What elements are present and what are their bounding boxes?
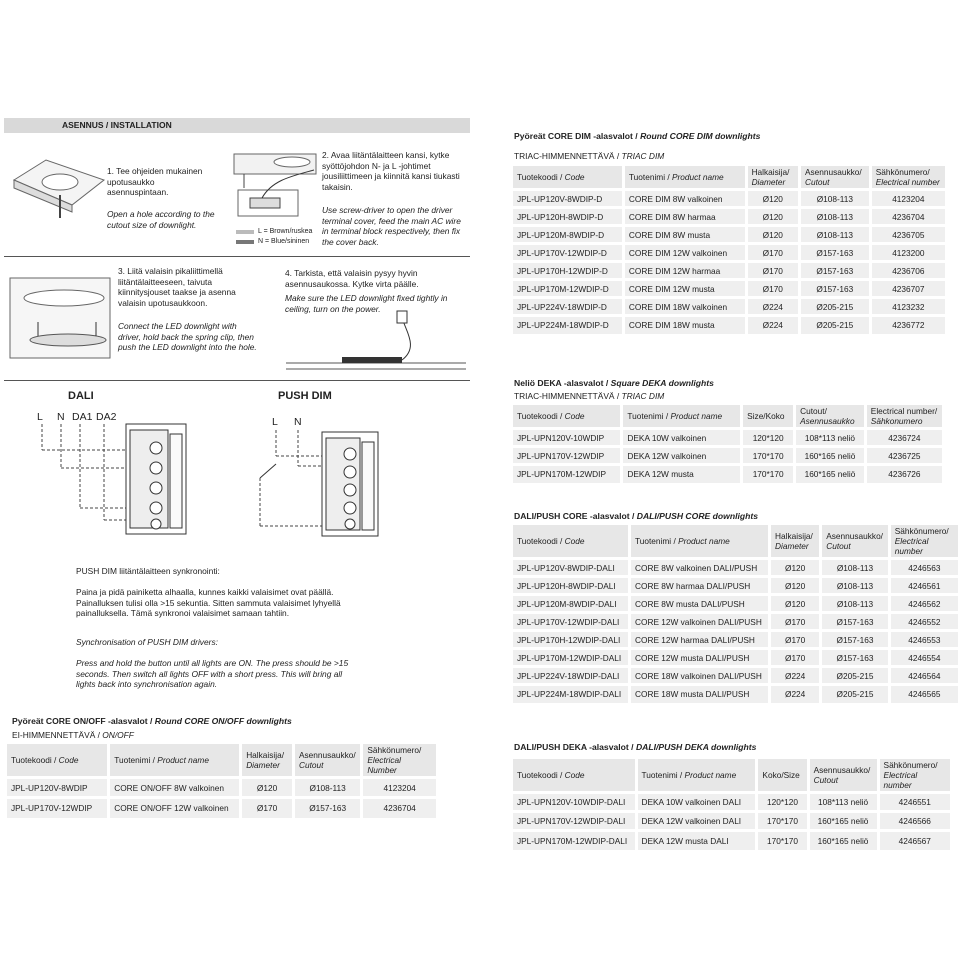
table-cell: DEKA 12W musta DALI	[636, 831, 757, 850]
table-cell: 4246554	[889, 649, 958, 667]
table-cell: JPL-UP170M-12WDIP-D	[512, 280, 624, 298]
column-header: Tuotekoodi / Code	[6, 744, 109, 778]
table-cell: Ø170	[770, 631, 821, 649]
column-header: Sähkönumero/ Electrical number	[878, 759, 950, 793]
table-cell: Ø157-163	[821, 631, 890, 649]
table-row	[512, 262, 946, 280]
table-cell: Ø205-215	[821, 667, 890, 685]
core-dim-table	[510, 166, 945, 334]
table-cell: 170*170	[757, 831, 808, 850]
dali-wire-da1: DA1	[72, 411, 93, 423]
column-header: Sähkönumero/ Electrical number	[889, 525, 958, 559]
table-cell: JPL-UP224M-18WDIP-D	[512, 316, 624, 334]
table-cell: Ø157-163	[293, 798, 361, 818]
table-cell: Ø170	[746, 262, 799, 280]
table-cell: 170*170	[757, 812, 808, 831]
table-cell: Ø120	[770, 577, 821, 595]
table-row	[512, 631, 959, 649]
sync-title-fi: PUSH DIM liitäntälaitteen synkronointi:	[76, 566, 220, 576]
table-cell: JPL-UPN120V-10WDIP-DALI	[512, 793, 637, 812]
table-cell: Ø120	[770, 595, 821, 613]
table-cell: CORE DIM 12W musta	[623, 280, 746, 298]
table-row	[512, 685, 959, 703]
table-cell: 4246552	[889, 613, 958, 631]
table-cell: Ø157-163	[799, 244, 870, 262]
dali-wire-l: L	[37, 411, 43, 423]
table-cell: 4236706	[870, 262, 945, 280]
step1-text-fi: 1. Tee ohjeiden mukainen upotusaukko asennuspintaan.	[107, 166, 203, 197]
table-cell: Ø157-163	[821, 649, 890, 667]
table-cell: JPL-UP120H-8WDIP-DALI	[512, 577, 630, 595]
deka-dim-title: Neliö DEKA -alasvalot / Square DEKA downlights	[514, 378, 714, 388]
column-header: Tuotekoodi / Code	[512, 166, 624, 190]
column-header: Tuotenimi / Product name	[109, 744, 241, 778]
table-cell: JPL-UP170M-12WDIP-DALI	[512, 649, 630, 667]
legend-blue: N = Blue/sininen	[258, 238, 310, 245]
table-cell: JPL-UP120V-8WDIP-DALI	[512, 559, 630, 577]
step2-illustration	[232, 150, 318, 230]
table-cell: JPL-UP170H-12WDIP-DALI	[512, 631, 630, 649]
table-cell: JPL-UP120V-8WDIP-D	[512, 190, 624, 208]
table-cell: JPL-UP170V-12WDIP	[6, 798, 109, 818]
dali-core-table	[510, 525, 958, 703]
table-cell: CORE 8W musta DALI/PUSH	[630, 595, 770, 613]
table-cell: Ø170	[746, 280, 799, 298]
table-cell: CORE DIM 8W musta	[623, 226, 746, 244]
brown-wire-swatch	[236, 230, 254, 234]
deka-dim-subtitle: TRIAC-HIMMENNETTÄVÄ / TRIAC DIM	[514, 391, 665, 401]
table-cell: CORE 18W musta DALI/PUSH	[630, 685, 770, 703]
table-cell: JPL-UP120V-8WDIP	[6, 778, 109, 798]
table-cell: 4246565	[889, 685, 958, 703]
table-row	[512, 298, 946, 316]
core-dim-title: Pyöreät CORE DIM -alasvalot / Round CORE DIM downlights	[514, 131, 761, 141]
deka-dim-table	[510, 405, 942, 483]
table-cell: 4123204	[362, 778, 436, 798]
table-cell: CORE DIM 8W harmaa	[623, 208, 746, 226]
step3-illustration	[8, 268, 112, 360]
divider	[4, 256, 470, 257]
table-cell: Ø205-215	[799, 316, 870, 334]
table-cell: 4246563	[889, 559, 958, 577]
table-cell: JPL-UPN170V-12WDIP-DALI	[512, 812, 637, 831]
step2-text-fi: 2. Avaa liitäntälaitteen kansi, kytke syöttöjohdon N- ja L -johtimet jousiliittimeen ja kiinnitä kansi tiukasti takaisin.	[322, 150, 460, 192]
table-row	[512, 831, 951, 850]
table-cell: 4236772	[870, 316, 945, 334]
table-row	[512, 465, 943, 483]
table-cell: 120*120	[742, 429, 795, 447]
table-cell: Ø170	[770, 649, 821, 667]
table-cell: 4246562	[889, 595, 958, 613]
table-row	[512, 559, 959, 577]
table-header-row	[512, 525, 959, 559]
dali-wire-n: N	[57, 411, 65, 423]
table-cell: CORE DIM 18W musta	[623, 316, 746, 334]
column-header: Tuotekoodi / Code	[512, 405, 622, 429]
column-header: Tuotenimi / Product name	[636, 759, 757, 793]
table-cell: Ø224	[770, 667, 821, 685]
table-row	[512, 447, 943, 465]
table-cell: 108*113 neliö	[808, 793, 878, 812]
table-cell: CORE 18W valkoinen DALI/PUSH	[630, 667, 770, 685]
column-header: Halkaisija/ Diameter	[770, 525, 821, 559]
table-cell: 4123200	[870, 244, 945, 262]
table-cell: JPL-UP170V-12WDIP-D	[512, 244, 624, 262]
step1-illustration	[6, 150, 106, 220]
table-cell: CORE DIM 8W valkoinen	[623, 190, 746, 208]
table-cell: Ø224	[746, 298, 799, 316]
table-cell: JPL-UP120M-8WDIP-DALI	[512, 595, 630, 613]
table-row	[512, 244, 946, 262]
table-cell: 4236705	[870, 226, 945, 244]
sync-body-fi: Paina ja pidä painiketta alhaalla, kunnes kaikki valaisimet ovat päällä. Painalluksen tulisi olla >15 sekuntia. Sitten sammuta valaisimet lyhyellä painalluksella. Tämä synkronoi valaisimet samaan tahtiin.	[76, 587, 341, 618]
column-header: Size/Koko	[742, 405, 795, 429]
pushdim-wiring-diagram	[230, 428, 390, 540]
table-cell: 160*165 neliö	[795, 465, 866, 483]
table-cell: CORE DIM 12W harmaa	[623, 262, 746, 280]
table-cell: Ø224	[770, 685, 821, 703]
table-cell: JPL-UP224V-18WDIP-DALI	[512, 667, 630, 685]
table-cell: CORE DIM 12W valkoinen	[623, 244, 746, 262]
column-header: Sähkönumero/ Electrical Number	[362, 744, 436, 778]
column-header: Halkaisija/ Diameter	[241, 744, 294, 778]
table-cell: Ø108-113	[799, 190, 870, 208]
table-cell: 4236724	[865, 429, 942, 447]
table-cell: Ø108-113	[293, 778, 361, 798]
table-cell: CORE 8W harmaa DALI/PUSH	[630, 577, 770, 595]
step4-text-fi: 4. Tarkista, että valaisin pysyy hyvin asennusaukossa. Kytke virta päälle.	[285, 268, 419, 289]
table-cell: Ø120	[746, 190, 799, 208]
column-header: Electrical number/ Sähkonumero	[865, 405, 942, 429]
blue-wire-swatch	[236, 240, 254, 244]
table-cell: Ø170	[770, 613, 821, 631]
sync-body-en: Press and hold the button until all lights are ON. The press should be >15 seconds. Then switch all lights OFF with a short press. This will bring all lights back into synchronisation again.	[76, 658, 349, 689]
table-cell: Ø157-163	[799, 280, 870, 298]
table-row	[512, 316, 946, 334]
table-cell: 160*165 neliö	[808, 831, 878, 850]
dali-diagram-label: DALI	[68, 390, 94, 402]
table-row	[512, 595, 959, 613]
table-cell: 120*120	[757, 793, 808, 812]
onoff-title: Pyöreät CORE ON/OFF -alasvalot / Round CORE ON/OFF downlights	[12, 716, 292, 726]
column-header: Halkaisija/ Diameter	[746, 166, 799, 190]
table-cell: 4246564	[889, 667, 958, 685]
dali-core-title: DALI/PUSH CORE -alasvalot / DALI/PUSH CORE downlights	[514, 511, 758, 521]
installation-header: ASENNUS / INSTALLATION	[62, 120, 172, 130]
table-row	[512, 649, 959, 667]
column-header: Asennusaukko/ Cutout	[799, 166, 870, 190]
column-header: Tuotenimi / Product name	[622, 405, 742, 429]
table-cell: 4236704	[362, 798, 436, 818]
table-cell: 160*165 neliö	[795, 447, 866, 465]
table-cell: 4236707	[870, 280, 945, 298]
column-header: Asennusaukko/ Cutout	[293, 744, 361, 778]
dali-deka-title: DALI/PUSH DEKA -alasvalot / DALI/PUSH DEKA downlights	[514, 742, 757, 752]
table-cell: JPL-UP224V-18WDIP-D	[512, 298, 624, 316]
push-wire-n: N	[294, 416, 302, 428]
table-cell: 170*170	[742, 465, 795, 483]
table-row	[512, 280, 946, 298]
table-header-row	[6, 744, 437, 778]
table-row	[512, 429, 943, 447]
pushdim-diagram-label: PUSH DIM	[278, 390, 332, 402]
table-cell: 4123232	[870, 298, 945, 316]
table-cell: JPL-UPN170M-12WDIP-DALI	[512, 831, 637, 850]
table-cell: 4236704	[870, 208, 945, 226]
dali-wiring-diagram	[30, 420, 200, 540]
table-cell: Ø170	[746, 244, 799, 262]
table-cell: Ø108-113	[821, 559, 890, 577]
table-cell: 4123204	[870, 190, 945, 208]
table-cell: Ø205-215	[821, 685, 890, 703]
table-cell: JPL-UPN170M-12WDIP	[512, 465, 622, 483]
column-header: Tuotekoodi / Code	[512, 525, 630, 559]
table-cell: 108*113 neliö	[795, 429, 866, 447]
table-cell: CORE ON/OFF 12W valkoinen	[109, 798, 241, 818]
column-header: Sähkönumero/ Electrical number	[870, 166, 945, 190]
table-cell: CORE 8W valkoinen DALI/PUSH	[630, 559, 770, 577]
table-cell: DEKA 10W valkoinen	[622, 429, 742, 447]
column-header: Tuotenimi / Product name	[630, 525, 770, 559]
step2-text-en: Use screw-driver to open the driver terminal cover, feed the main AC wire in terminal block respectively, then fix the cover back.	[322, 205, 461, 247]
dali-deka-table	[510, 759, 950, 850]
step3-text-fi: 3. Liitä valaisin pikaliittimellä liitäntälaitteeseen, taivuta kiinnitysjouset taakse ja asenna valaisin upotusaukkoon.	[118, 266, 236, 308]
installation-header-bar	[4, 118, 470, 133]
table-cell: 4246567	[878, 831, 950, 850]
table-row	[512, 613, 959, 631]
table-header-row	[512, 405, 943, 429]
table-cell: JPL-UP170V-12WDIP-DALI	[512, 613, 630, 631]
table-cell: Ø120	[746, 208, 799, 226]
table-cell: CORE 12W valkoinen DALI/PUSH	[630, 613, 770, 631]
table-cell: JPL-UP170H-12WDIP-D	[512, 262, 624, 280]
table-cell: Ø224	[746, 316, 799, 334]
table-row	[6, 778, 437, 798]
column-header: Asennusaukko/ Cutout	[808, 759, 878, 793]
table-cell: Ø157-163	[799, 262, 870, 280]
column-header: Tuotenimi / Product name	[623, 166, 746, 190]
step4-illustration	[282, 305, 468, 375]
table-cell: CORE 12W musta DALI/PUSH	[630, 649, 770, 667]
dali-wire-da2: DA2	[96, 411, 117, 423]
table-cell: JPL-UP224M-18WDIP-DALI	[512, 685, 630, 703]
table-row	[512, 793, 951, 812]
step1-text-en: Open a hole according to the cutout size of downlight.	[107, 209, 215, 230]
table-cell: CORE DIM 18W valkoinen	[623, 298, 746, 316]
table-cell: Ø108-113	[799, 208, 870, 226]
table-cell: JPL-UPN170V-12WDIP	[512, 447, 622, 465]
table-cell: Ø108-113	[821, 595, 890, 613]
table-cell: Ø108-113	[821, 577, 890, 595]
table-cell: DEKA 12W valkoinen	[622, 447, 742, 465]
table-row	[512, 190, 946, 208]
column-header: Cutout/ Asennusaukko	[795, 405, 866, 429]
table-cell: Ø108-113	[799, 226, 870, 244]
table-cell: Ø205-215	[799, 298, 870, 316]
legend-brown: L = Brown/ruskea	[258, 228, 313, 235]
table-cell: 4246566	[878, 812, 950, 831]
table-cell: 4236726	[865, 465, 942, 483]
table-cell: Ø120	[746, 226, 799, 244]
table-cell: Ø120	[241, 778, 294, 798]
table-row	[6, 798, 437, 818]
table-cell: Ø170	[241, 798, 294, 818]
table-cell: 4236725	[865, 447, 942, 465]
table-row	[512, 577, 959, 595]
table-cell: JPL-UPN120V-10WDIP	[512, 429, 622, 447]
table-cell: 4246561	[889, 577, 958, 595]
table-cell: CORE 12W harmaa DALI/PUSH	[630, 631, 770, 649]
column-header: Asennusaukko/ Cutout	[821, 525, 890, 559]
table-row	[512, 812, 951, 831]
table-cell: DEKA 12W musta	[622, 465, 742, 483]
divider	[4, 380, 470, 381]
table-row	[512, 226, 946, 244]
column-header: Koko/Size	[757, 759, 808, 793]
table-cell: CORE ON/OFF 8W valkoinen	[109, 778, 241, 798]
table-cell: 4246553	[889, 631, 958, 649]
core-dim-subtitle: TRIAC-HIMMENNETTÄVÄ / TRIAC DIM	[514, 151, 665, 161]
table-cell: Ø157-163	[821, 613, 890, 631]
table-cell: JPL-UP120M-8WDIP-D	[512, 226, 624, 244]
table-cell: 170*170	[742, 447, 795, 465]
table-row	[512, 208, 946, 226]
table-cell: DEKA 12W valkoinen DALI	[636, 812, 757, 831]
table-cell: 160*165 neliö	[808, 812, 878, 831]
onoff-subtitle: EI-HIMMENNETTÄVÄ / ON/OFF	[12, 730, 134, 740]
table-row	[512, 667, 959, 685]
column-header: Tuotekoodi / Code	[512, 759, 637, 793]
table-cell: 4246551	[878, 793, 950, 812]
table-cell: Ø120	[770, 559, 821, 577]
push-wire-l: L	[272, 416, 278, 428]
table-cell: JPL-UP120H-8WDIP-D	[512, 208, 624, 226]
sync-title-en: Synchronisation of PUSH DIM drivers:	[76, 637, 218, 647]
table-cell: DEKA 10W valkoinen DALI	[636, 793, 757, 812]
table-header-row	[512, 759, 951, 793]
table-header-row	[512, 166, 946, 190]
step4-text-en: Make sure the LED downlight fixed tightly in ceiling, turn on the power.	[285, 293, 448, 314]
step3-text-en: Connect the LED downlight with driver, hold back the spring clip, then push the LED downlight into the hole.	[118, 321, 257, 352]
onoff-table	[4, 744, 436, 818]
